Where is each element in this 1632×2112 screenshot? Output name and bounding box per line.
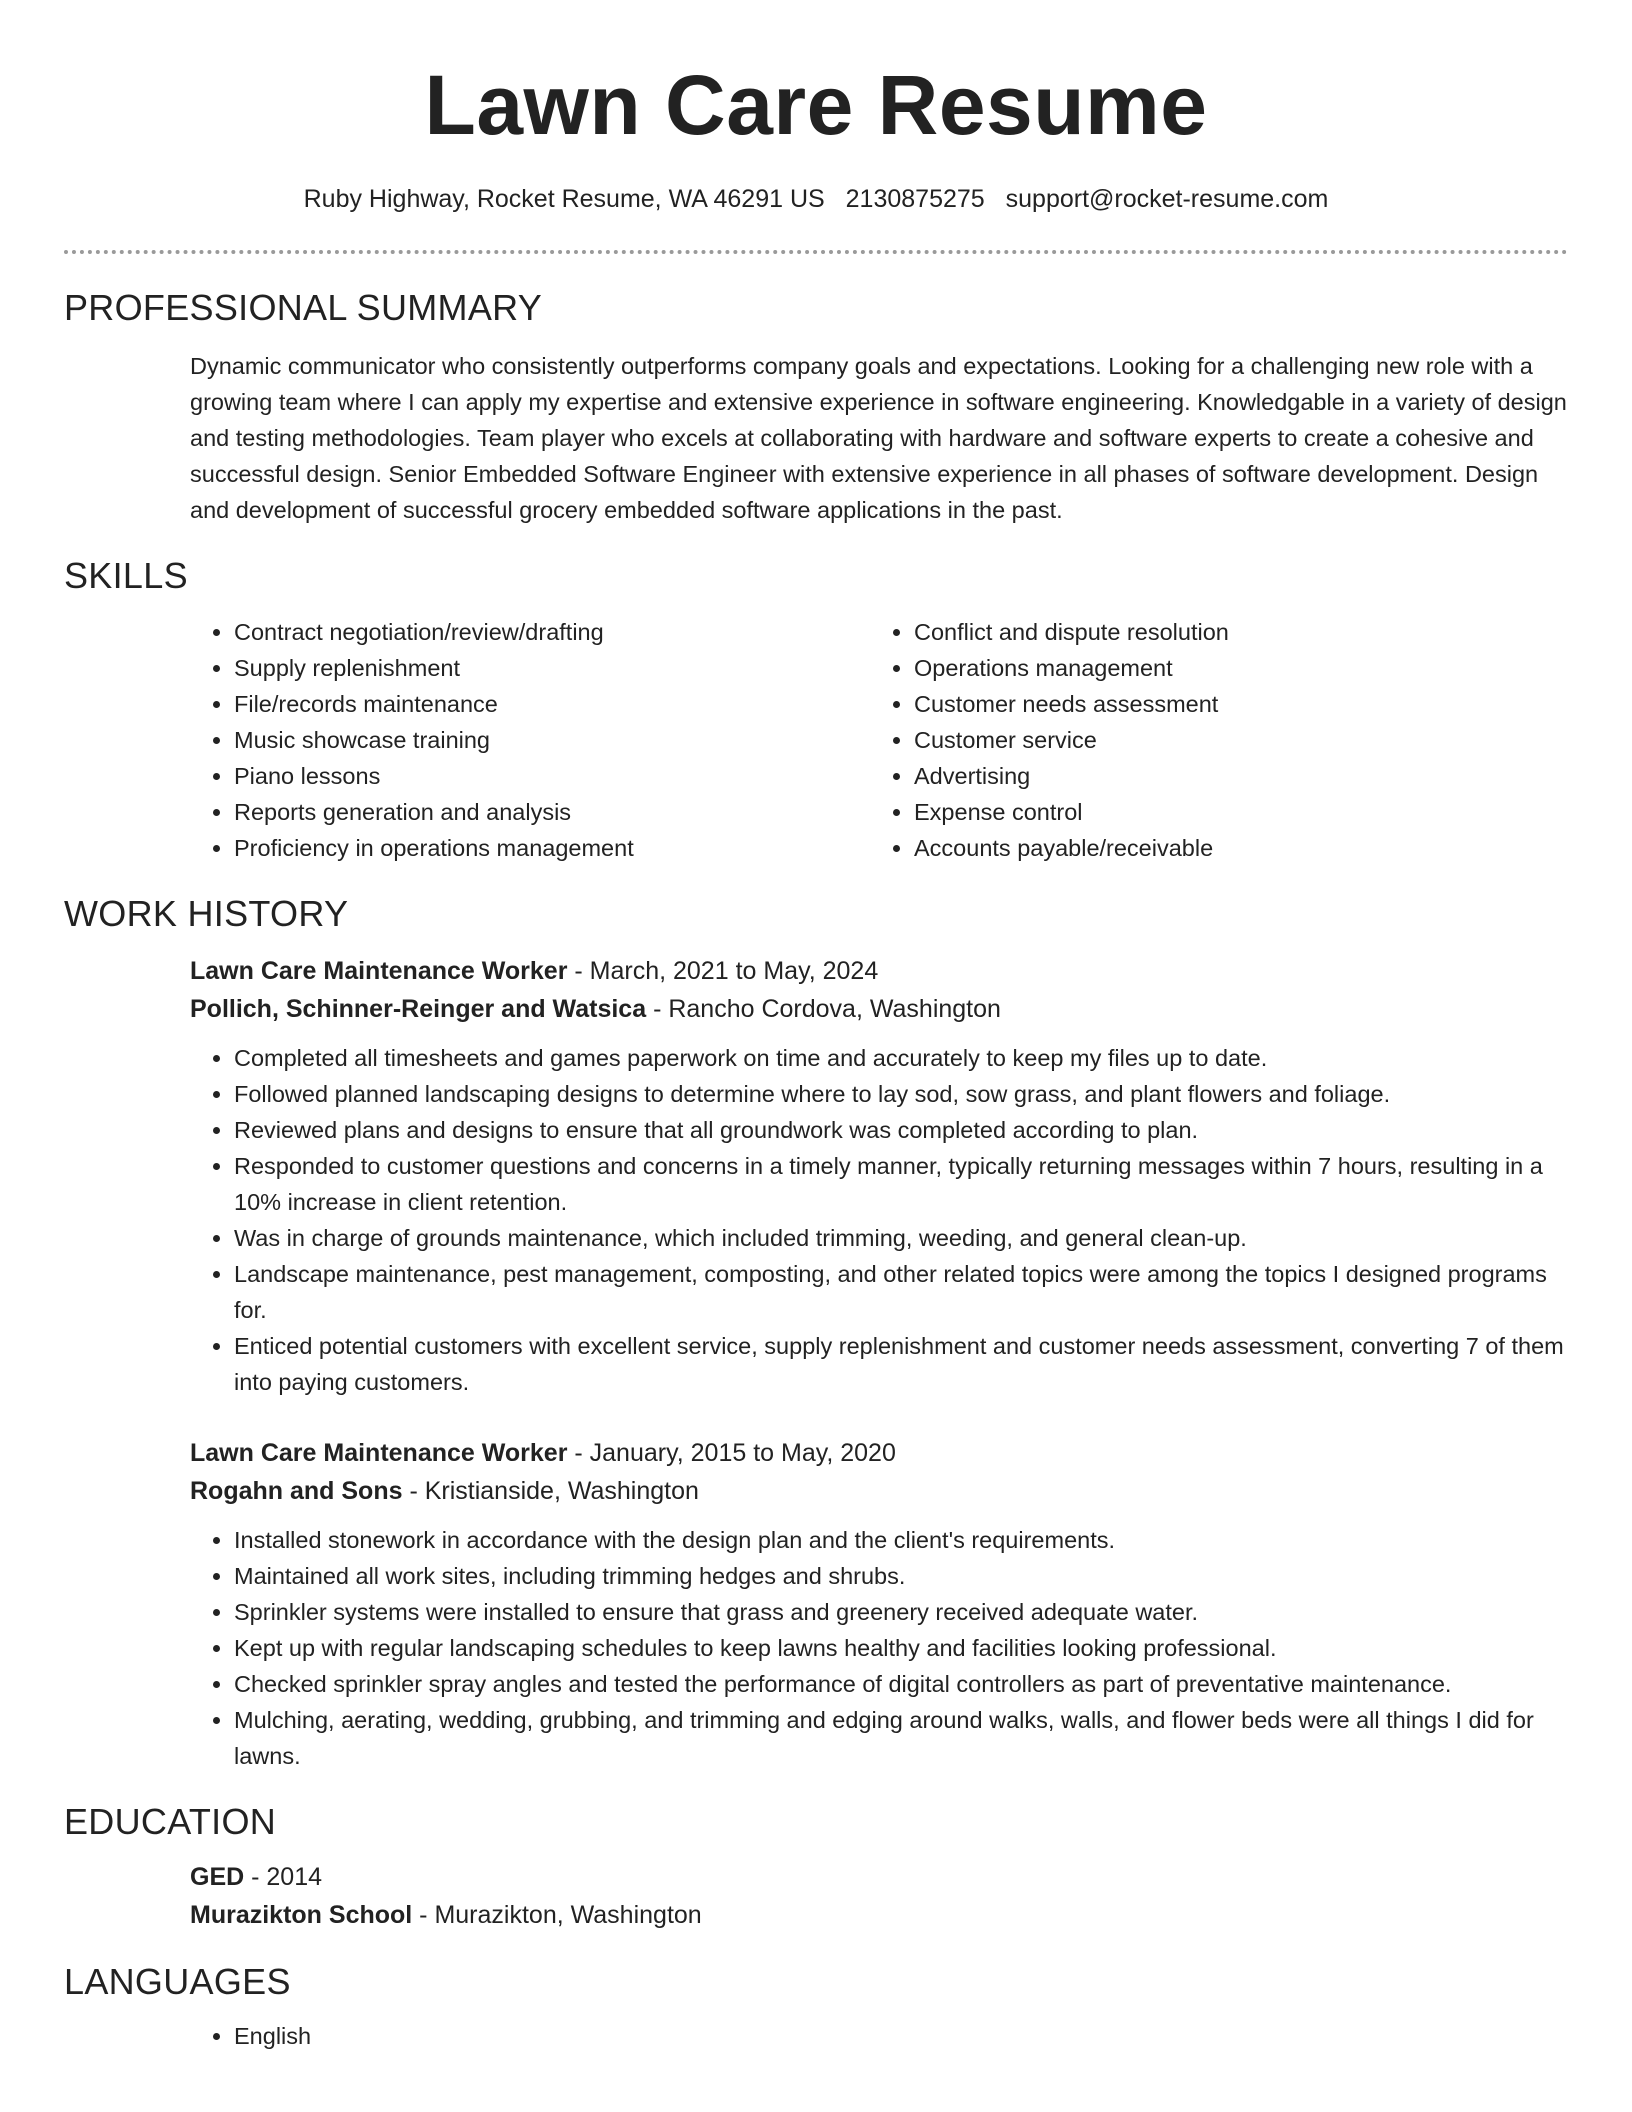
education-year: - 2014 [244,1863,323,1891]
work-heading: WORK HISTORY [64,893,349,934]
job-location: - Rancho Cordova, Washington [646,995,1001,1023]
resume-page [64,0,1568,2054]
skill-item: • Conflict and dispute resolution [914,614,1550,650]
job-bullet: • Sprinkler systems were installed to ensure that grass and greenery received adequate water. [234,1594,1568,1630]
education-heading: EDUCATION [64,1801,277,1842]
job-role: Lawn Care Maintenance Worker [190,957,568,985]
job-company: Rogahn and Sons [190,1477,403,1505]
education-location: - Murazikton, Washington [412,1901,702,1929]
skill-item: • Contract negotiation/review/drafting [234,614,870,650]
summary-text: Dynamic communicator who consistently outperforms company goals and expectations. Looking for a challenging new role with a growing team where I can apply my expertise and extensive experience in software engineering. Knowledgable in a variety of design and testing methodologies. Team player who excels at collaborating with hardware and software experts to create a cohesive and successful design. Senior Embedded Software Engineer with extensive experience in all phases of software development. Design and development of successful grocery embedded software applications in the past. [190,353,1567,523]
resume-title: Lawn Care Resume [424,58,1208,152]
skills-columns [190,614,1568,866]
job-entry [190,952,1568,1400]
job-company-line [190,990,1568,1028]
skill-item: • Customer needs assessment [914,686,1550,722]
summary-heading: PROFESSIONAL SUMMARY [64,287,543,328]
languages-list [190,2018,1568,2054]
skill-item: • Piano lessons [234,758,870,794]
job-bullet: • Checked sprinkler spray angles and tested the performance of digital controllers as part of preventative maintenance. [234,1666,1568,1702]
job-bullets [190,1040,1568,1400]
skills-left-column [190,614,870,866]
job-bullets [190,1522,1568,1774]
education-degree-line [190,1858,1568,1896]
job-bullet: • Landscape maintenance, pest management, composting, and other related topics were among the topics I designed programs for. [234,1256,1568,1328]
job-bullet: • Reviewed plans and designs to ensure that all groundwork was completed according to plan. [234,1112,1568,1148]
job-bullet: • Maintained all work sites, including trimming hedges and shrubs. [234,1558,1568,1594]
skill-item: • Customer service [914,722,1550,758]
contact-line [64,182,1568,216]
job-bullet: • Completed all timesheets and games paperwork on time and accurately to keep my files up to date. [234,1040,1568,1076]
skill-item: • Expense control [914,794,1550,830]
skill-item: • Accounts payable/receivable [914,830,1550,866]
job-location: - Kristianside, Washington [402,1477,699,1505]
job-title-line [190,1434,1568,1472]
job-bullet: • Was in charge of grounds maintenance, which included trimming, weeding, and general clean-up. [234,1220,1568,1256]
work-section [64,892,1568,1774]
skill-item: • Reports generation and analysis [234,794,870,830]
skill-item: • File/records maintenance [234,686,870,722]
header-divider [64,250,1568,254]
job-bullet: • Mulching, aerating, wedding, grubbing, and trimming and edging around walks, walls, and flower beds were all things I did for lawns. [234,1702,1568,1774]
job-bullet: • Followed planned landscaping designs to determine where to lay sod, sow grass, and plant flowers and foliage. [234,1076,1568,1112]
contact-email: support@rocket-resume.com [1005,185,1329,213]
job-dates: - January, 2015 to May, 2020 [567,1439,896,1467]
skills-heading: SKILLS [64,555,188,596]
job-title-line [190,952,1568,990]
skills-right-column [870,614,1550,866]
skill-item: • Advertising [914,758,1550,794]
job-company-line [190,1472,1568,1510]
language-item: • English [234,2018,1568,2054]
job-bullet: • Installed stonework in accordance with the design plan and the client's requirements. [234,1522,1568,1558]
skill-item: • Supply replenishment [234,650,870,686]
education-entry [190,1858,1568,1934]
skill-item: • Operations management [914,650,1550,686]
job-bullet: • Enticed potential customers with excellent service, supply replenishment and customer needs assessment, converting 7 of them into paying customers. [234,1328,1568,1400]
education-section [64,1800,1568,1934]
job-dates: - March, 2021 to May, 2024 [567,957,879,985]
languages-heading: LANGUAGES [64,1961,291,2002]
education-school-line [190,1896,1568,1934]
languages-section [64,1960,1568,2054]
contact-address: Ruby Highway, Rocket Resume, WA 46291 US [303,185,825,213]
education-degree: GED [190,1863,245,1891]
summary-section [64,286,1568,528]
skill-item: • Proficiency in operations management [234,830,870,866]
job-bullet: • Responded to customer questions and concerns in a timely manner, typically returning messages within 7 hours, resulting in a 10% increase in client retention. [234,1148,1568,1220]
skills-section [64,554,1568,866]
skill-item: • Music showcase training [234,722,870,758]
job-company: Pollich, Schinner-Reinger and Watsica [190,995,647,1023]
contact-phone: 2130875275 [845,185,985,213]
education-school: Murazikton School [190,1901,413,1929]
job-role: Lawn Care Maintenance Worker [190,1439,568,1467]
job-entry [190,1434,1568,1774]
job-bullet: • Kept up with regular landscaping schedules to keep lawns healthy and facilities looking professional. [234,1630,1568,1666]
